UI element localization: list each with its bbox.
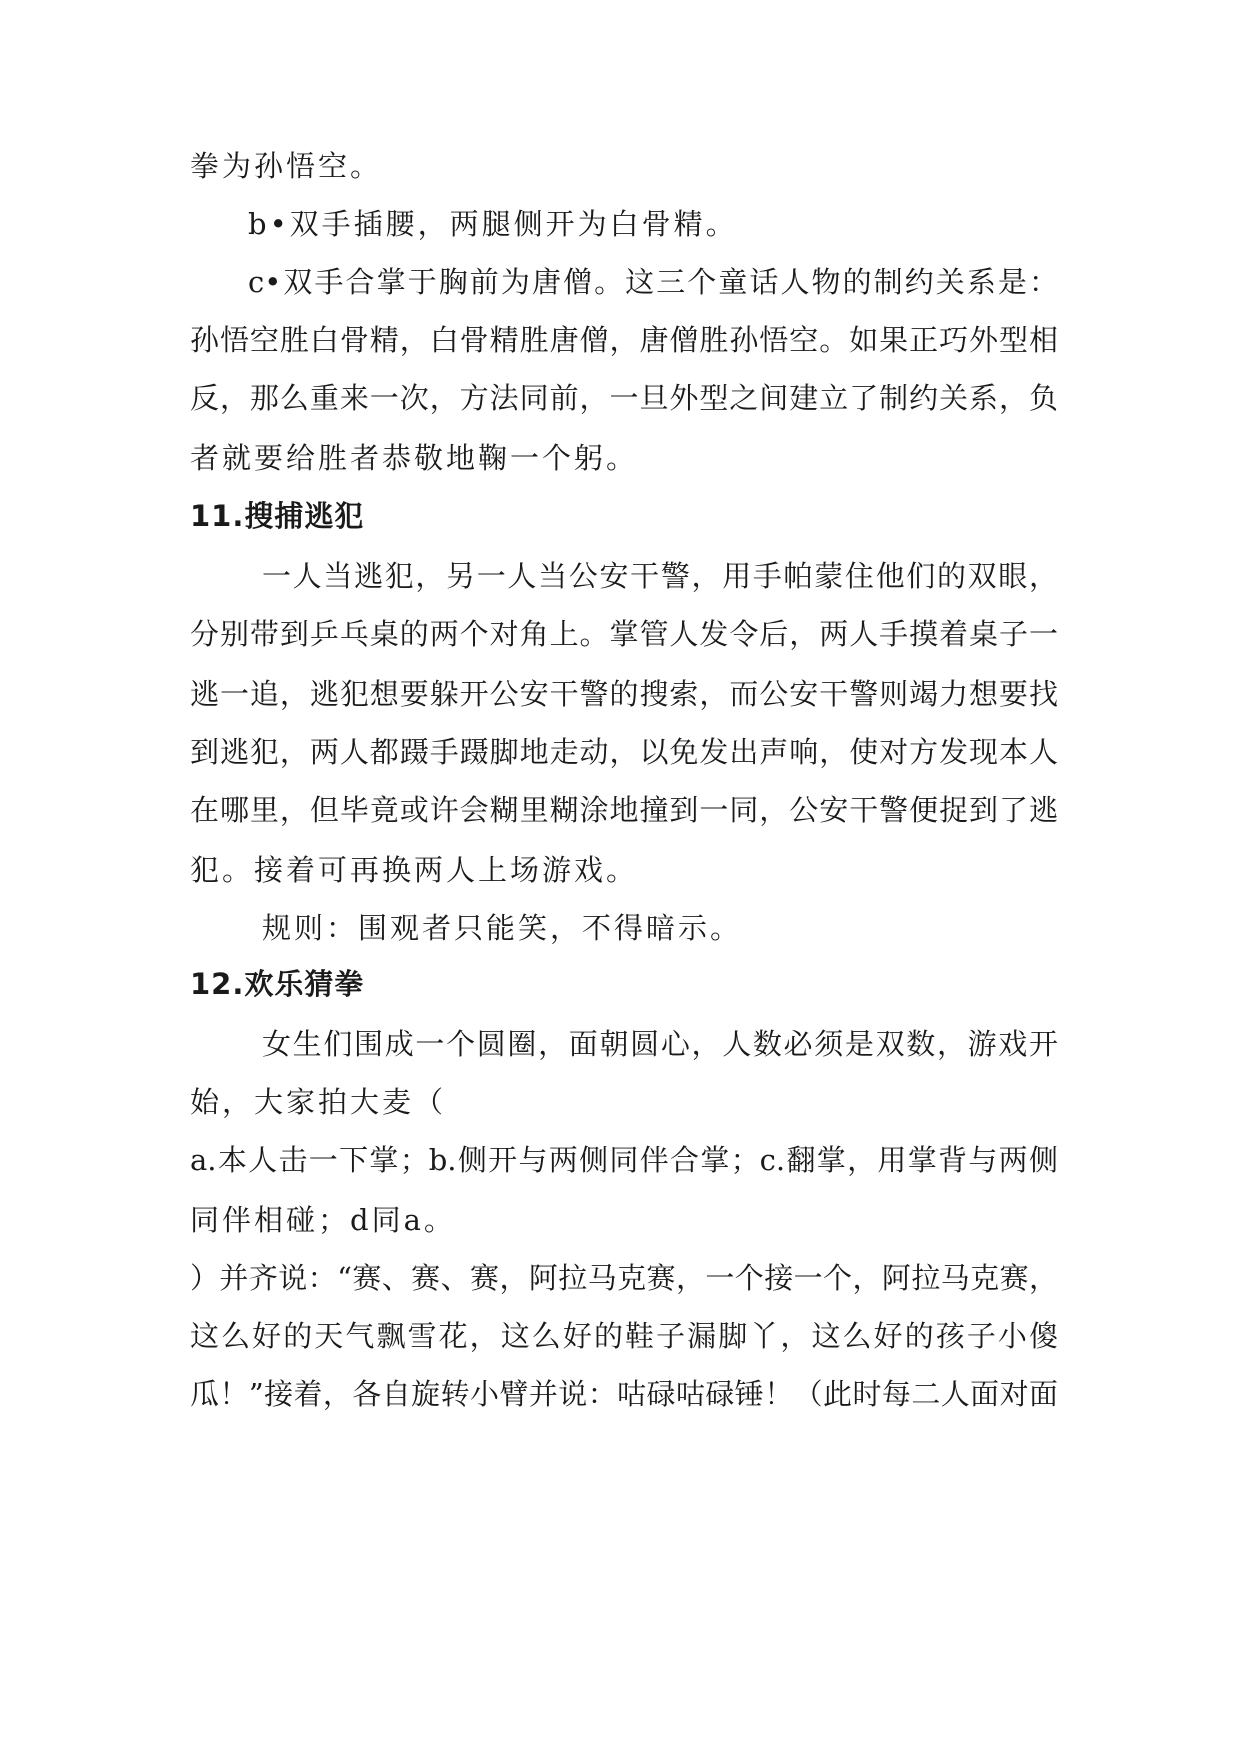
text-line: 反，那么重来一次，方法同前，一旦外型之间建立了制约关系，负 bbox=[190, 381, 1058, 415]
text-line: 这么好的天气飘雪花，这么好的鞋子漏脚丫，这么好的孩子小傻 bbox=[190, 1319, 1058, 1353]
text-line: 瓜！”接着，各自旋转小臂并说：咕碌咕碌锤！（此时每二人面对面 bbox=[190, 1377, 1058, 1411]
text-line: 孙悟空胜白骨精，白骨精胜唐僧，唐僧胜孙悟空。如果正巧外型相 bbox=[190, 323, 1058, 357]
text-line: 犯。接着可再换两人上场游戏。 bbox=[190, 853, 639, 887]
text-line: 分别带到乒乓桌的两个对角上。掌管人发令后，两人手摸着桌子一 bbox=[190, 617, 1058, 651]
text-line: a.本人击一下掌；b.侧开与两侧同伴合掌；c.翻掌，用掌背与两侧 bbox=[190, 1143, 1058, 1177]
text-line: b•双手插腰，两腿侧开为白骨精。 bbox=[248, 207, 738, 241]
text-line: 逃一追，逃犯想要躲开公安干警的搜索，而公安干警则竭力想要找 bbox=[190, 677, 1058, 711]
text-line: 同伴相碰；d同a。 bbox=[190, 1203, 456, 1237]
text-line: 在哪里，但毕竟或许会糊里糊涂地撞到一同，公安干警便捉到了逃 bbox=[190, 793, 1058, 827]
section-heading: 11.搜捕逃犯 bbox=[190, 499, 365, 533]
text-line: 者就要给胜者恭敬地鞠一个躬。 bbox=[190, 441, 639, 475]
text-line: 拳为孙悟空。 bbox=[190, 149, 383, 183]
text-line: ）并齐说：“赛、赛、赛，阿拉马克赛，一个接一个，阿拉马克赛， bbox=[190, 1261, 1058, 1295]
section-heading: 12.欢乐猜拳 bbox=[190, 967, 365, 1001]
text-line: c•双手合掌于胸前为唐僧。这三个童话人物的制约关系是： bbox=[248, 265, 1058, 299]
text-line: 始，大家拍大麦（ bbox=[190, 1085, 447, 1119]
text-line: 一人当逃犯，另一人当公安干警，用手帕蒙住他们的双眼， bbox=[262, 559, 1058, 593]
text-line: 规则：围观者只能笑，不得暗示。 bbox=[262, 911, 743, 945]
text-line: 女生们围成一个圆圈，面朝圆心，人数必须是双数，游戏开 bbox=[262, 1027, 1058, 1061]
text-line: 到逃犯，两人都蹑手蹑脚地走动，以免发出声响，使对方发现本人 bbox=[190, 735, 1058, 769]
